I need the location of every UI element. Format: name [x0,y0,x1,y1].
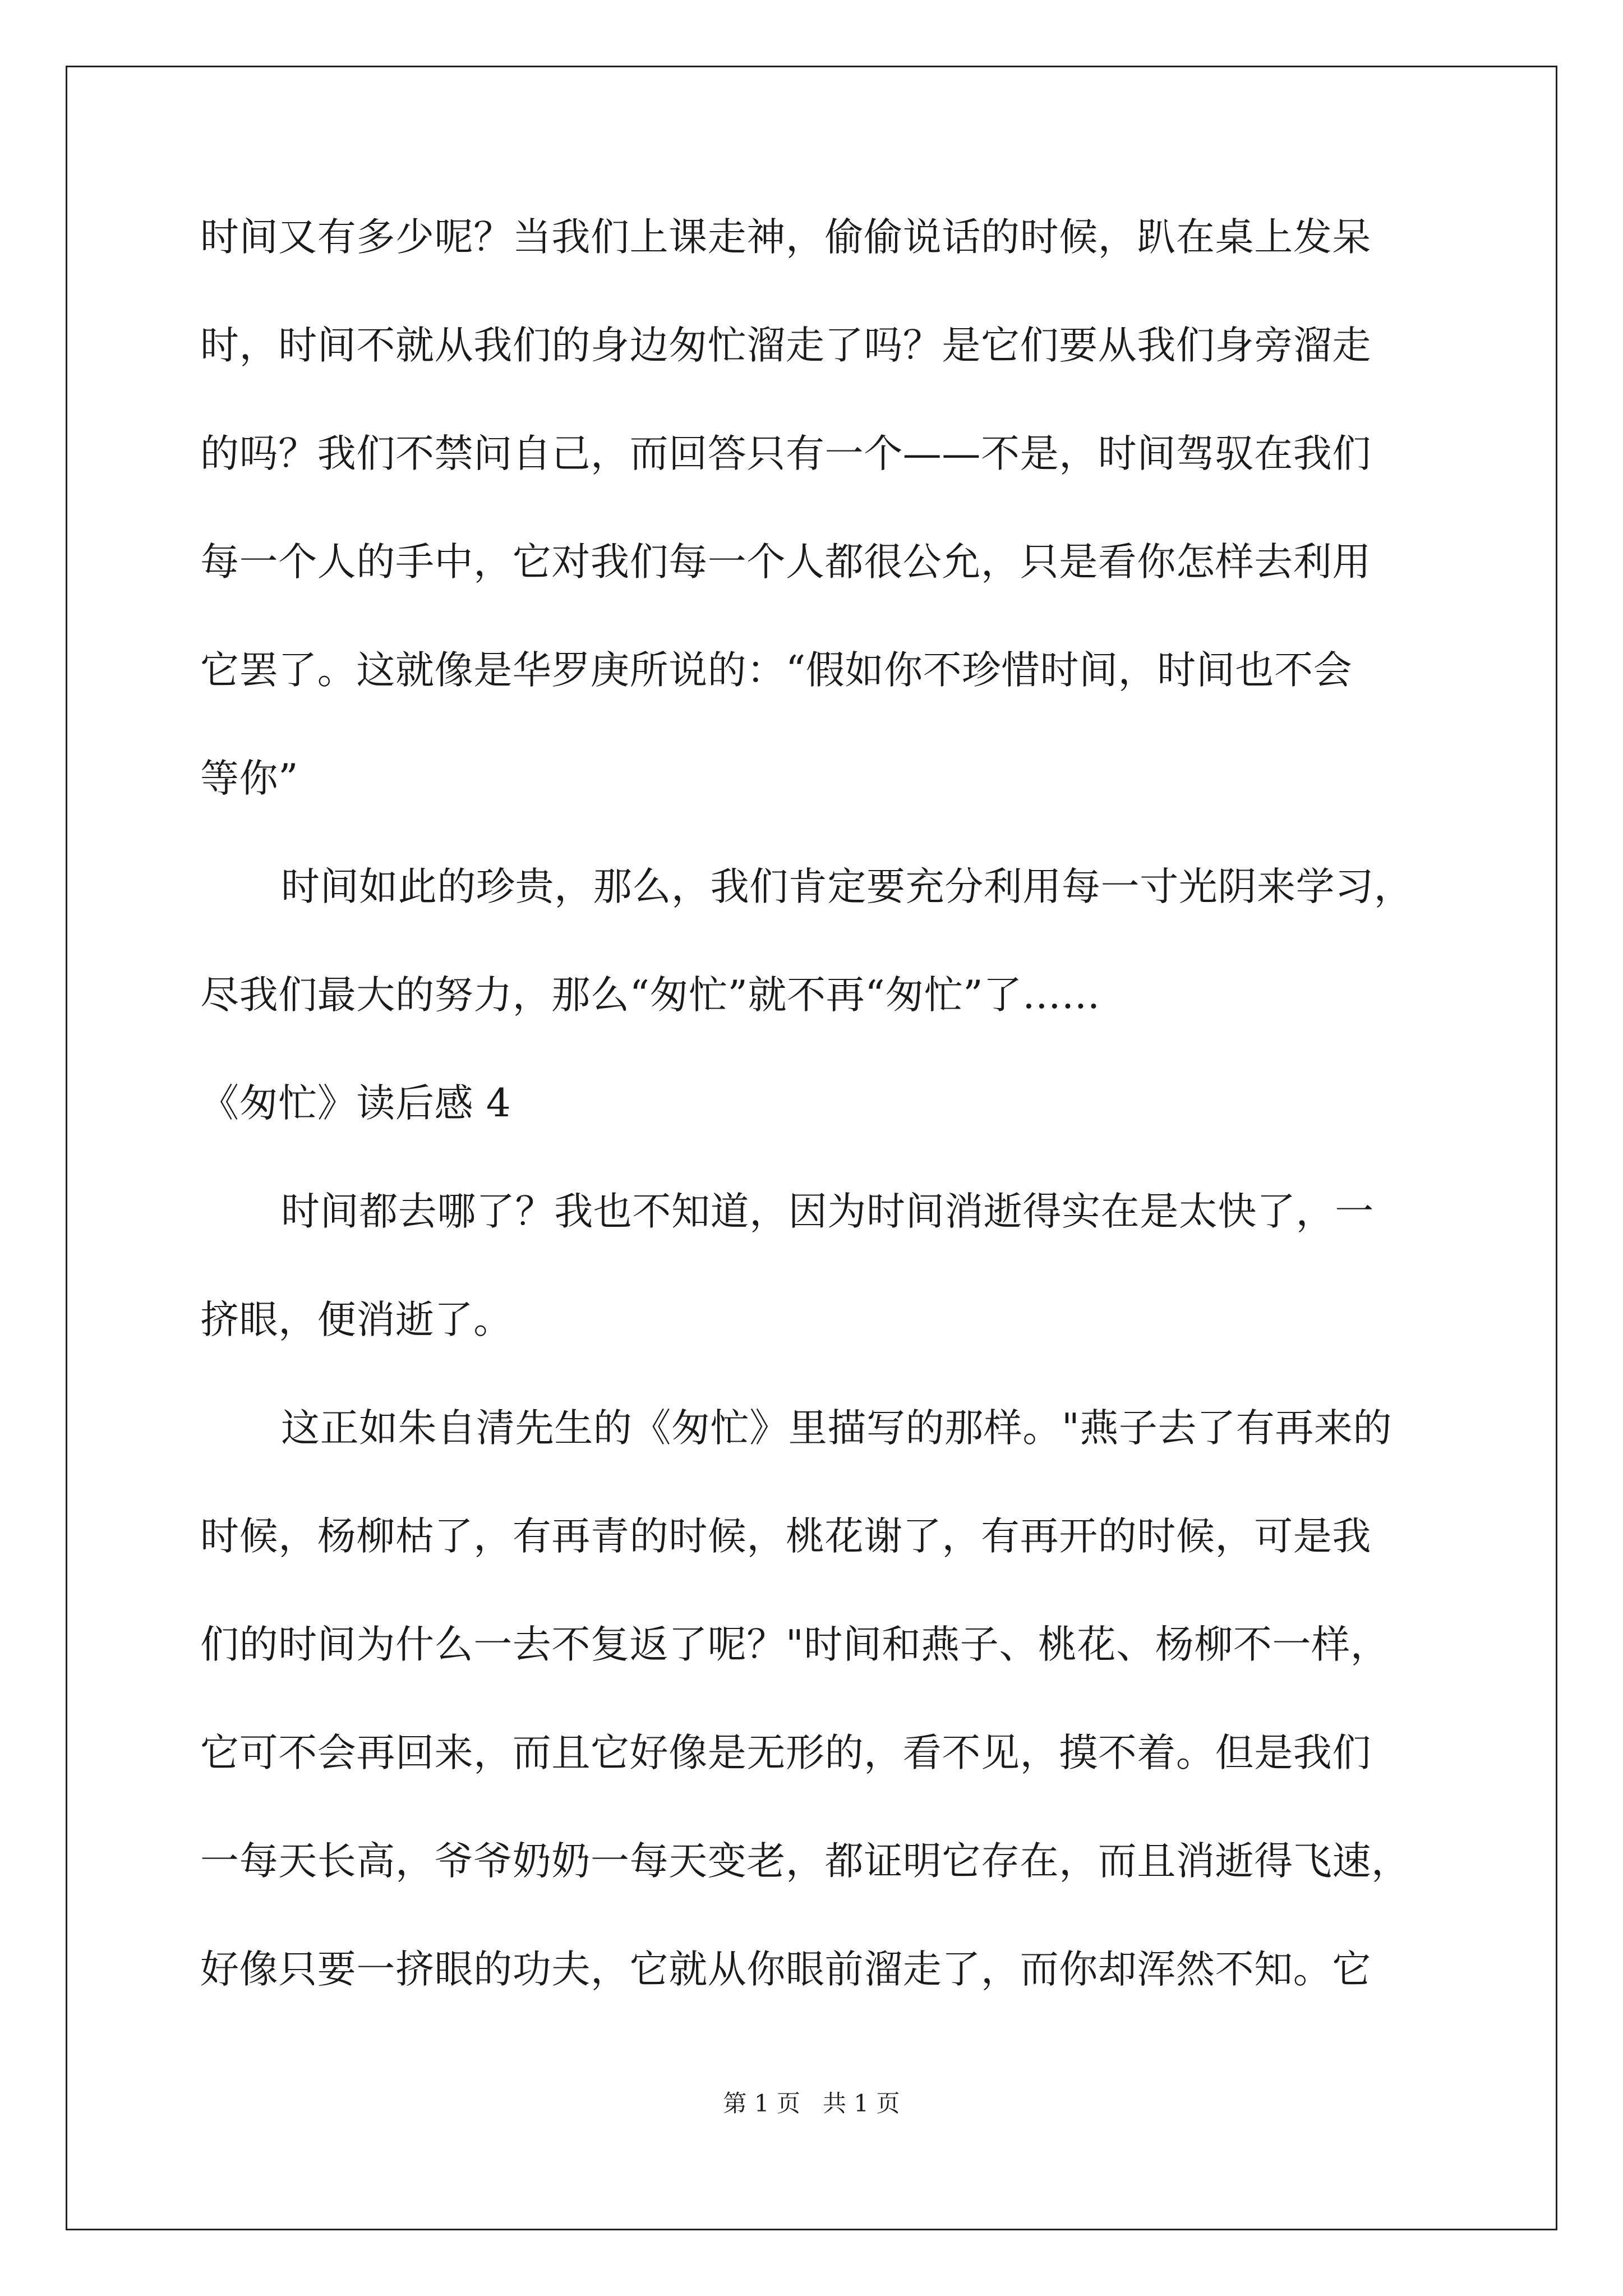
text-line-7: 时间如此的珍贵，那么，我们肯定要充分利用每一寸光阴来学习， [281,864,1413,909]
text-line-14: 们的时间为什么一去不复返了呢？"时间和燕子、桃花、杨柳不一样， [200,1622,1390,1667]
text-line-2: 时，时间不就从我们的身边匆忙溜走了吗？是它们要从我们身旁溜走 [200,323,1371,368]
text-line-15: 它可不会再回来，而且它好像是无形的，看不见，摸不着。但是我们 [200,1731,1371,1775]
page-footer: 第 1 页 共 1 页 [723,2090,900,2117]
text-line-17: 好像只要一挤眼的功夫，它就从你眼前溜走了，而你却浑然不知。它 [200,1947,1371,1992]
text-line-6: 等你” [200,756,299,801]
text-line-10: 时间都去哪了？我也不知道，因为时间消逝得实在是太快了，一 [281,1189,1374,1234]
text-line-11: 挤眼，便消逝了。 [200,1297,513,1342]
text-line-8: 尽我们最大的努力，那么“匆忙”就不再“匆忙”了…… [200,973,1101,1018]
text-line-5: 它罢了。这就像是华罗庚所说的：“假如你不珍惜时间，时间也不会 [200,648,1353,693]
text-line-12: 这正如朱自清先生的《匆忙》里描写的那样。"燕子去了有再来的 [281,1406,1393,1451]
text-line-13: 时候，杨柳枯了，有再青的时候，桃花谢了，有再开的时候，可是我 [200,1514,1371,1559]
text-line-4: 每一个人的手中，它对我们每一个人都很公允，只是看你怎样去利用 [200,540,1371,585]
section-heading: 《匆忙》读后感 4 [200,1081,511,1126]
text-line-16: 一每天长高，爷爷奶奶一每天变老，都证明它存在，而且消逝得飞速， [200,1839,1410,1884]
document-body [200,215,1428,2058]
text-line-3: 的吗？我们不禁问自己，而回答只有一个——不是，时间驾驭在我们 [200,431,1371,476]
text-line-1: 时间又有多少呢？当我们上课走神，偷偷说话的时候，趴在桌上发呆 [200,215,1371,260]
